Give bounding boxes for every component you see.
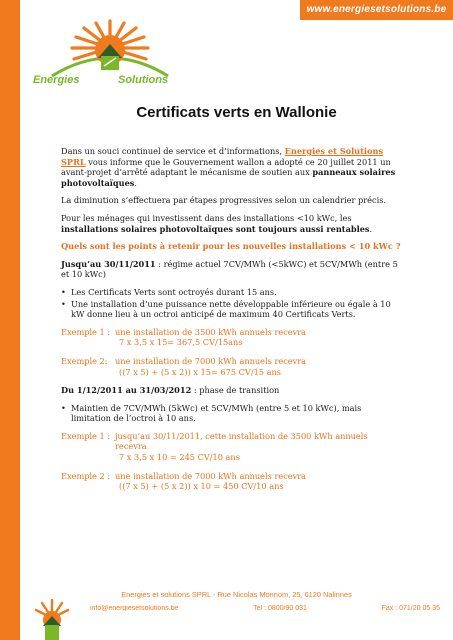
list-item	[61, 287, 401, 298]
example-line2: ((7 x 5) + (5 x 2)) x 10 = 450 CV/10 ans	[119, 481, 284, 492]
example-label: Exemple 1 :	[61, 326, 111, 337]
intro-paragraph	[61, 146, 401, 188]
list-item	[61, 403, 401, 424]
orange-side-strip	[0, 0, 20, 640]
schedule-paragraph: La diminution s’effectuera par étapes progressives selon un calendrier précis.	[61, 195, 387, 206]
example-label: Exemple 2:	[61, 355, 108, 366]
example-line2: ((7 x 5) + (5 x 2)) x 15= 675 CV/15 ans	[119, 366, 281, 377]
period1-text: : régime actuel 7CV/MWh (<5kWC) et 5CV/MWh (entre 5 et 10 kWc)	[61, 258, 398, 280]
example-label: Exemple 2 :	[61, 470, 111, 481]
list-item	[61, 299, 401, 320]
page-title: Certificats verts en Wallonie	[136, 104, 337, 121]
sun-house-logo-icon	[24, 596, 80, 640]
intro-bold: panneaux solaires photovoltaïques	[61, 167, 396, 188]
document-body	[61, 146, 401, 500]
logo-word-energies: Energies	[33, 74, 80, 86]
bullet-icon: •	[61, 298, 66, 309]
example-line1: une installation de 7000 kWh annuels recevra	[115, 355, 307, 366]
company-link[interactable]: Energies et Solutions SPRL	[61, 146, 384, 167]
bullet-text: Maintien de 7CV/MWh (5kWc) et 5CV/MWh (entre 5 et 10 kWc), mais limitation de l’octroi à 10 ans.	[71, 402, 362, 424]
households-paragraph	[61, 213, 401, 234]
bullet-text: Une installation d’une puissance nette développable inférieure ou égale à 10 kW donne lieu à un octroi anticipé de maximum 40 Certificats Verts.	[71, 298, 391, 320]
households-text: Pour les ménages qui investissent dans des installations <10 kWc, les	[61, 212, 352, 223]
period2-date: Du 1/12/2011 au 31/03/2012	[61, 385, 192, 396]
example-1b	[61, 356, 401, 377]
example-label: Exemple 1 :	[61, 430, 111, 441]
footer-fax: Fax : 071/20 05 35	[381, 605, 440, 611]
period1-bullet-list	[61, 287, 401, 320]
website-url[interactable]: www.energiesetsolutions.be	[306, 4, 447, 15]
example-2a	[61, 431, 401, 463]
period2-heading	[61, 385, 401, 396]
example-line1: jusqu’au 30/11/2011, cette installation de 3500 kWh annuels recevra	[115, 430, 368, 452]
example-line1: une installation de 3500 kWh annuels recevra	[115, 326, 307, 337]
households-bold: installations solaires photovoltaïques sont toujours aussi rentables	[61, 223, 370, 234]
example-line1: une installation de 7000 kWh annuels recevra	[115, 470, 307, 481]
footer-contacts	[90, 605, 440, 611]
period2-text: : phase de transition	[191, 385, 280, 396]
sun-house-logo-icon	[30, 18, 190, 78]
logo-word-solutions: Solutions	[118, 74, 169, 86]
footer-tel: Tel : 0800/90 031	[253, 605, 307, 611]
footer-address: Energies et solutions SPRL - Rue Nicolas Monnom, 25, 6120 Nalinnes	[121, 590, 352, 599]
period2-bullet-list	[61, 403, 401, 424]
header-url-bar	[300, 0, 453, 20]
bullet-text: Les Certificats Verts sont octroyés durant 15 ans.	[71, 286, 277, 297]
footer-email[interactable]: info@energiesetsolutions.be	[90, 605, 179, 611]
section-question: Quels sont les points à retenir pour les nouvelles installations < 10 kWc ?	[61, 241, 401, 252]
intro-end: .	[134, 177, 138, 188]
intro-text: Dans un souci continuel de service et d’informations,	[61, 146, 285, 156]
example-line2: 7 x 3,5 x 10 = 245 CV/10 ans	[119, 452, 240, 463]
bullet-icon: •	[61, 402, 66, 413]
example-1a	[61, 327, 401, 348]
period1-date: Jusqu’au 30/11/2011	[61, 258, 156, 269]
households-end: .	[369, 223, 373, 234]
example-2b	[61, 471, 401, 492]
example-line2: 7 x 3,5 x 15= 367,5 CV/15ans	[119, 337, 243, 348]
footer-logo	[24, 596, 80, 640]
bullet-icon: •	[61, 286, 66, 297]
period1-heading	[61, 259, 401, 280]
intro-text-cont: vous informe que le Gouvernement wallon a adopté ce 20 juillet 2011 un avant-projet d’arrêté adaptant le mécanisme de soutien aux	[61, 156, 391, 178]
company-logo	[30, 18, 190, 90]
